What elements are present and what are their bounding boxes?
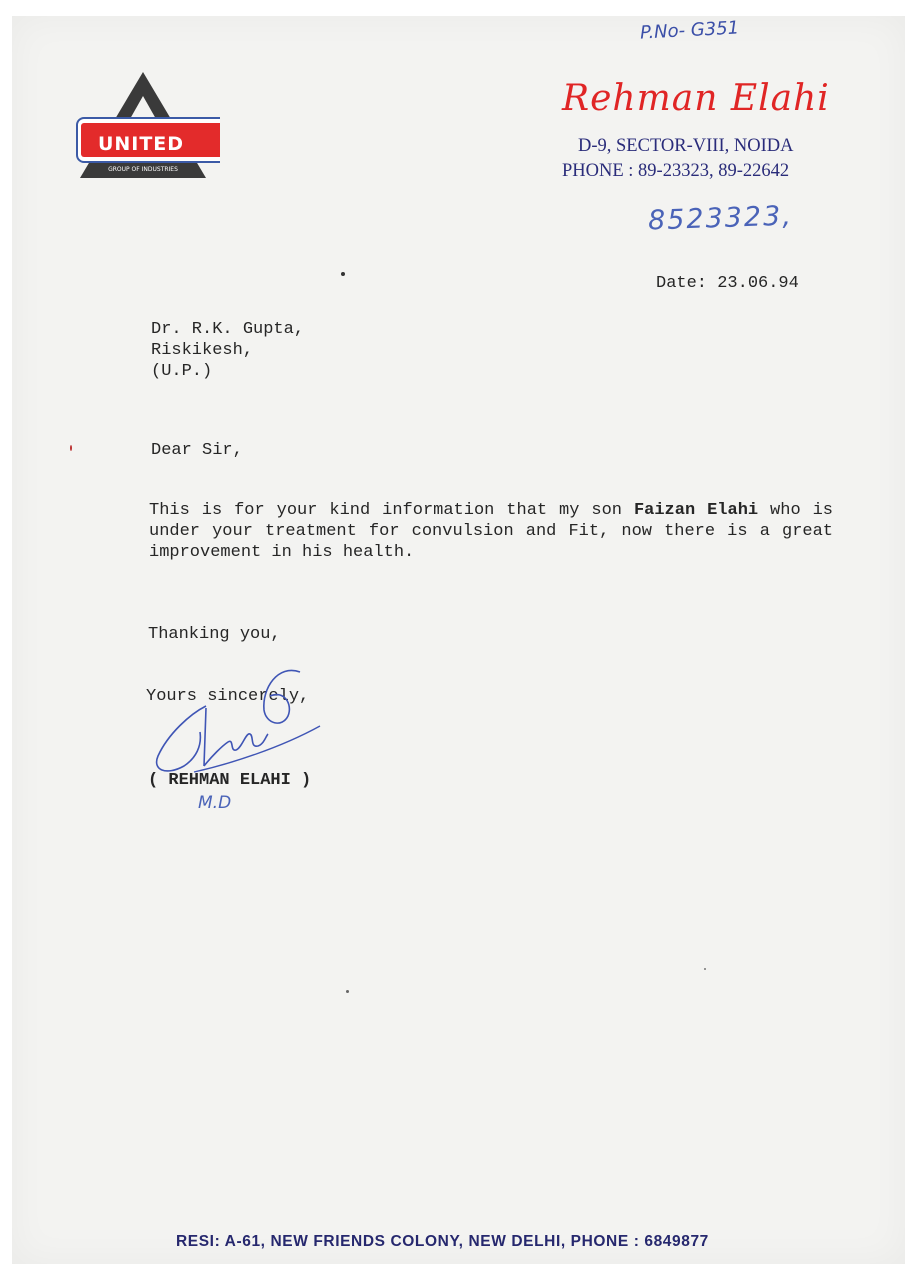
- recipient-line: Dr. R.K. Gupta,: [151, 320, 305, 339]
- body-text-start: This is for your kind information that my son: [149, 501, 634, 520]
- recipient-line: (U.P.): [151, 362, 213, 381]
- handwritten-phone-number: 8523323,: [647, 200, 794, 237]
- united-logo: [66, 56, 220, 182]
- signatory-name: ( REHMAN ELAHI ): [148, 771, 312, 790]
- closing-line: Yours sincerely,: [146, 687, 310, 706]
- logo-tagline: GROUP OF INDUSTRIES: [108, 166, 178, 173]
- letterhead-phone: PHONE : 89-23323, 89-22642: [562, 161, 790, 181]
- closing-thanks: Thanking you,: [148, 625, 281, 644]
- letter-date: Date: 23.06.94: [656, 274, 799, 293]
- salutation: Dear Sir,: [151, 441, 243, 460]
- letter-body: [149, 500, 833, 563]
- body-text-end: who is under your treatment for convulsion and Fit, now there is a great improvement in his health.: [149, 501, 834, 562]
- letterhead-name: Rehman Elahi: [562, 78, 830, 119]
- handwritten-designation: M.D: [198, 793, 232, 813]
- footer-residence: RESI: A-61, NEW FRIENDS COLONY, NEW DELHI, PHONE : 6849877: [176, 1233, 709, 1250]
- handwritten-ref-number: P.No- G351: [639, 17, 740, 44]
- letterhead-address: D-9, SECTOR-VIII, NOIDA: [578, 136, 794, 156]
- body-son-name: Faizan Elahi: [633, 501, 759, 520]
- recipient-line: Riskikesh,: [151, 341, 254, 360]
- logo-brand-text: UNITED: [97, 133, 185, 155]
- recipient-address: [151, 319, 304, 382]
- united-logo-graphic: [66, 56, 220, 182]
